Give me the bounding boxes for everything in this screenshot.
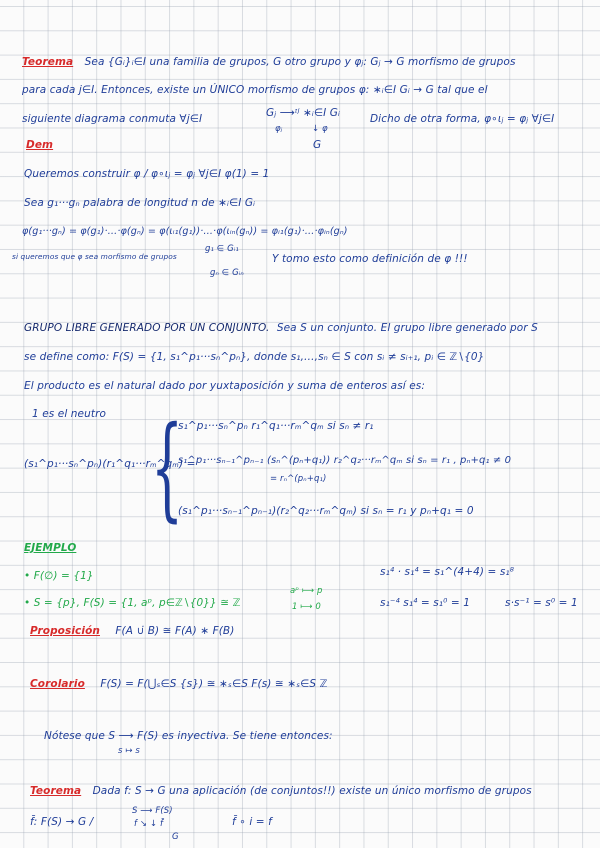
- product-case-3: (s₁^p₁···sₙ₋₁^pₙ₋₁)(r₂^q₂···rₘ^qₘ) si sₙ = r₁ y pₙ+q₁ = 0: [178, 505, 474, 517]
- product-case-2-under: = rₙ^(pₙ+q₁): [270, 474, 327, 484]
- teorema-line-3: siguiente diagrama conmuta ∀j∈I: [22, 113, 203, 125]
- proposicion-text: F(A ∪̇ B) ≅ F(A) ∗ F(B): [115, 625, 235, 637]
- corolario-label: Corolario: [30, 678, 85, 690]
- ejemplo-calc-2: s₁⁻⁴ s₁⁴ = s₁⁰ = 1: [380, 597, 470, 609]
- ejemplo-map-top: aᵖ ⟼ p: [290, 586, 323, 596]
- proposicion-label: Proposición: [30, 625, 100, 637]
- teorema-line-3-right: Dicho de otra forma, φ∘ιⱼ = φⱼ ∀j∈I: [370, 113, 555, 125]
- notese-map: s ↦ s: [118, 746, 140, 756]
- dem-label: Dem: [26, 139, 54, 151]
- teorema2-text-1: Dada f: S → G una aplicación (de conjuntos!!) existe un único morfismo de grupos: [92, 785, 532, 797]
- ejemplo-item-1-text: • F(∅) = {1}: [24, 570, 94, 582]
- ejemplo-item-2-text: • S = {p}, F(S) = {1, aᵖ, p∈ℤ∖{0}} ≅ ℤ: [24, 597, 241, 609]
- corolario-line: [30, 678, 328, 690]
- notese-line: Nótese que S ⟶ F(S) es inyectiva. Se tiene entonces:: [44, 730, 333, 742]
- teorema-diagram-top: Gⱼ ⟶ᶦʲ ∗ᵢ∈I Gᵢ: [266, 107, 340, 119]
- teorema-label: Teorema: [22, 56, 74, 68]
- grupo-libre-line-3: El producto es el natural dado por yuxtaposición y suma de enteros así es:: [24, 380, 426, 392]
- teorema-line-2: para cada j∈I. Entonces, existe un ÚNICO morfismo de grupos φ: ∗ᵢ∈I Gᵢ → G tal que el: [22, 84, 488, 96]
- dem-note-mid-2: gₙ ∈ Gᵢₙ: [210, 268, 244, 278]
- ejemplo-calc-3: s·s⁻¹ = s⁰ = 1: [505, 597, 578, 609]
- teorema2-diagram-top: S ⟶ F(S): [132, 806, 173, 816]
- teorema-diagram-bottom: G: [313, 139, 322, 151]
- teorema-diagram-right: ↓ φ: [312, 124, 328, 134]
- proposicion-line: [30, 625, 234, 637]
- ejemplo-item-2: [24, 597, 241, 609]
- grupo-libre-line-1: [24, 322, 538, 334]
- teorema-line-1: [22, 56, 516, 68]
- dem-note-left: si queremos que φ sea morfismo de grupos: [12, 252, 177, 261]
- grupo-libre-title: GRUPO LIBRE GENERADO POR UN CONJUNTO.: [24, 322, 270, 334]
- teorema2-diagram-arrow: f ↘ ↓ f̄: [134, 819, 164, 829]
- ejemplo-calc-1: s₁⁴ · s₁⁴ = s₁^(4+4) = s₁⁸: [380, 566, 515, 578]
- teorema2-line-2: f̄: F(S) → G /: [30, 816, 94, 828]
- corolario-text: F(S) = F(⋃̇ₛ∈S {s}) ≅ ∗ₛ∈S F(s) ≅ ∗ₛ∈S ℤ: [100, 678, 328, 690]
- product-case-2: s₁^p₁···sₙ₋₁^pₙ₋₁ (sₙ^(pₙ+q₁)) r₂^q₂···rₘ^qₘ si sₙ = r₁ , pₙ+q₁ ≠ 0: [178, 455, 512, 466]
- grupo-libre-neutro: 1 es el neutro: [32, 408, 107, 420]
- product-brace: {: [151, 403, 184, 533]
- dem-line-2: Sea g₁···gₙ palabra de longitud n de ∗ᵢ∈I Gᵢ: [24, 197, 256, 209]
- ejemplo-map-bottom: 1 ⟼ 0: [292, 602, 321, 612]
- teorema2-eq: f̄ ∘ i = f: [232, 816, 272, 828]
- ejemplo-item-1: [24, 570, 94, 582]
- dem-line-3: φ(g₁···gₙ) = φ(g₁)·…·φ(gₙ) = φ(ιᵢ₁(g₁))·…·φ(ιᵢₙ(gₙ)) = φᵢ₁(g₁)·…·φᵢₙ(gₙ): [22, 226, 348, 237]
- ejemplo-label: EJEMPLO: [24, 542, 77, 554]
- teorema-diagram-left: φⱼ: [275, 124, 283, 134]
- teorema2-line-1: [30, 785, 532, 797]
- teorema-text-1: Sea {Gᵢ}ᵢ∈I una familia de grupos, G otro grupo y φⱼ: Gⱼ → G morfismo de grupos: [84, 56, 516, 68]
- teorema2-label: Teorema: [30, 785, 82, 797]
- grupo-libre-def: Sea S un conjunto. El grupo libre generado por S: [276, 322, 538, 334]
- product-lhs: (s₁^p₁···sₙ^pₙ)(r₁^q₁···rₘ^qₘ) =: [24, 458, 196, 470]
- product-case-1: s₁^p₁···sₙ^pₙ r₁^q₁···rₘ^qₘ si sₙ ≠ r₁: [178, 420, 374, 432]
- dem-note-mid-1: g₁ ∈ Gᵢ₁: [205, 244, 239, 254]
- dem-note-right: Y tomo esto como definición de φ !!!: [272, 253, 468, 265]
- grupo-libre-line-2: se define como: F(S) = {1, s₁^p₁···sₙ^pₙ}, donde s₁,…,sₙ ∈ S con sᵢ ≠ sᵢ₊₁, pᵢ ∈ ℤ∖{0}: [24, 351, 485, 363]
- dem-line-1: Queremos construir φ / φ∘ιⱼ = φⱼ ∀j∈I φ(1) = 1: [24, 168, 270, 180]
- teorema2-diagram-bottom: G: [172, 832, 179, 842]
